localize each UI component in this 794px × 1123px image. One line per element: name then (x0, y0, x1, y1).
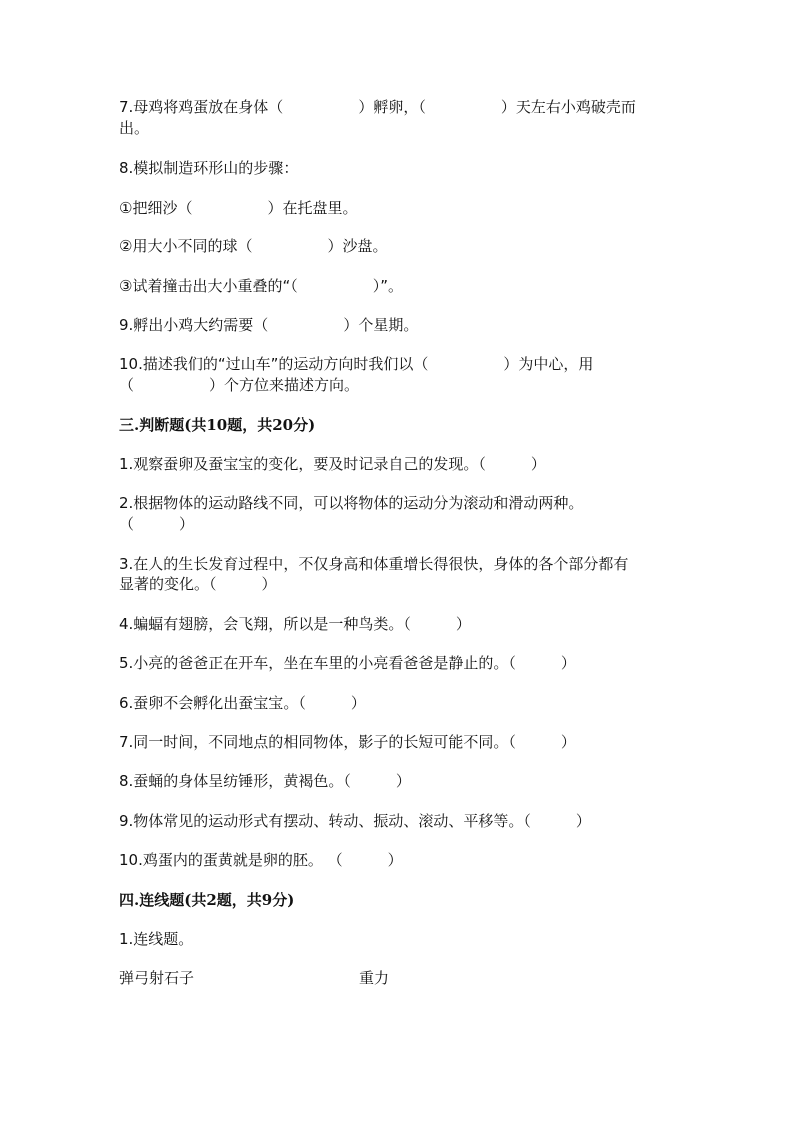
matching-left-item: 弹弓射石子 (119, 969, 195, 987)
question-10-line-2: （ ）个方位来描述方向。 (119, 376, 360, 394)
question-8-step-3: ③试着撞击出大小重叠的“（ ）”。 (119, 277, 403, 295)
judge-item-7: 7.同一时间，不同地点的相同物体，影子的长短可能不同。（ ） (119, 733, 576, 751)
judge-item-9: 9.物体常见的运动形式有摆动、转动、振动、滚动、平移等。（ ） (119, 812, 591, 830)
question-9: 9.孵出小鸡大约需要（ ）个星期。 (119, 316, 419, 334)
judge-item-3-line-1: 3.在人的生长发育过程中，不仅身高和体重增长得很快，身体的各个部分都有 (119, 555, 629, 573)
question-8-step-2: ②用大小不同的球（ ）沙盘。 (119, 237, 388, 255)
section-3-title: 三.判断题(共10题，共20分) (119, 416, 316, 434)
judge-item-1: 1.观察蚕卵及蚕宝宝的变化，要及时记录自己的发现。（ ） (119, 455, 546, 473)
question-8-step-1: ①把细沙（ ）在托盘里。 (119, 199, 358, 217)
judge-item-3-line-2: 显著的变化。（ ） (119, 575, 277, 593)
question-7-line-1: 7.母鸡将鸡蛋放在身体（ ）孵卵，（ ）天左右小鸡破壳而 (119, 98, 636, 116)
matching-right-item: 重力 (359, 969, 390, 987)
judge-item-4: 4.蝙蝠有翅膀，会飞翔，所以是一种鸟类。（ ） (119, 615, 471, 633)
section-4-title: 四.连线题(共2题，共9分) (119, 891, 295, 909)
judge-item-5: 5.小亮的爸爸正在开车，坐在车里的小亮看爸爸是静止的。（ ） (119, 654, 576, 672)
judge-item-2-line-2: （ ） (119, 515, 195, 533)
judge-item-8: 8.蚕蛹的身体呈纺锤形，黄褐色。（ ） (119, 772, 411, 790)
judge-item-10: 10.鸡蛋内的蛋黄就是卵的胚。 （ ） (119, 851, 403, 869)
question-8: 8.模拟制造环形山的步骤： (119, 159, 299, 177)
judge-item-2-line-1: 2.根据物体的运动路线不同，可以将物体的运动分为滚动和滑动两种。 (119, 494, 584, 512)
question-10-line-1: 10.描述我们的“过山车”的运动方向时我们以（ ）为中心，用 (119, 355, 594, 373)
question-7-line-2: 出。 (119, 119, 150, 137)
judge-item-6: 6.蚕卵不会孵化出蚕宝宝。（ ） (119, 694, 366, 712)
matching-question-1: 1.连线题。 (119, 930, 194, 948)
